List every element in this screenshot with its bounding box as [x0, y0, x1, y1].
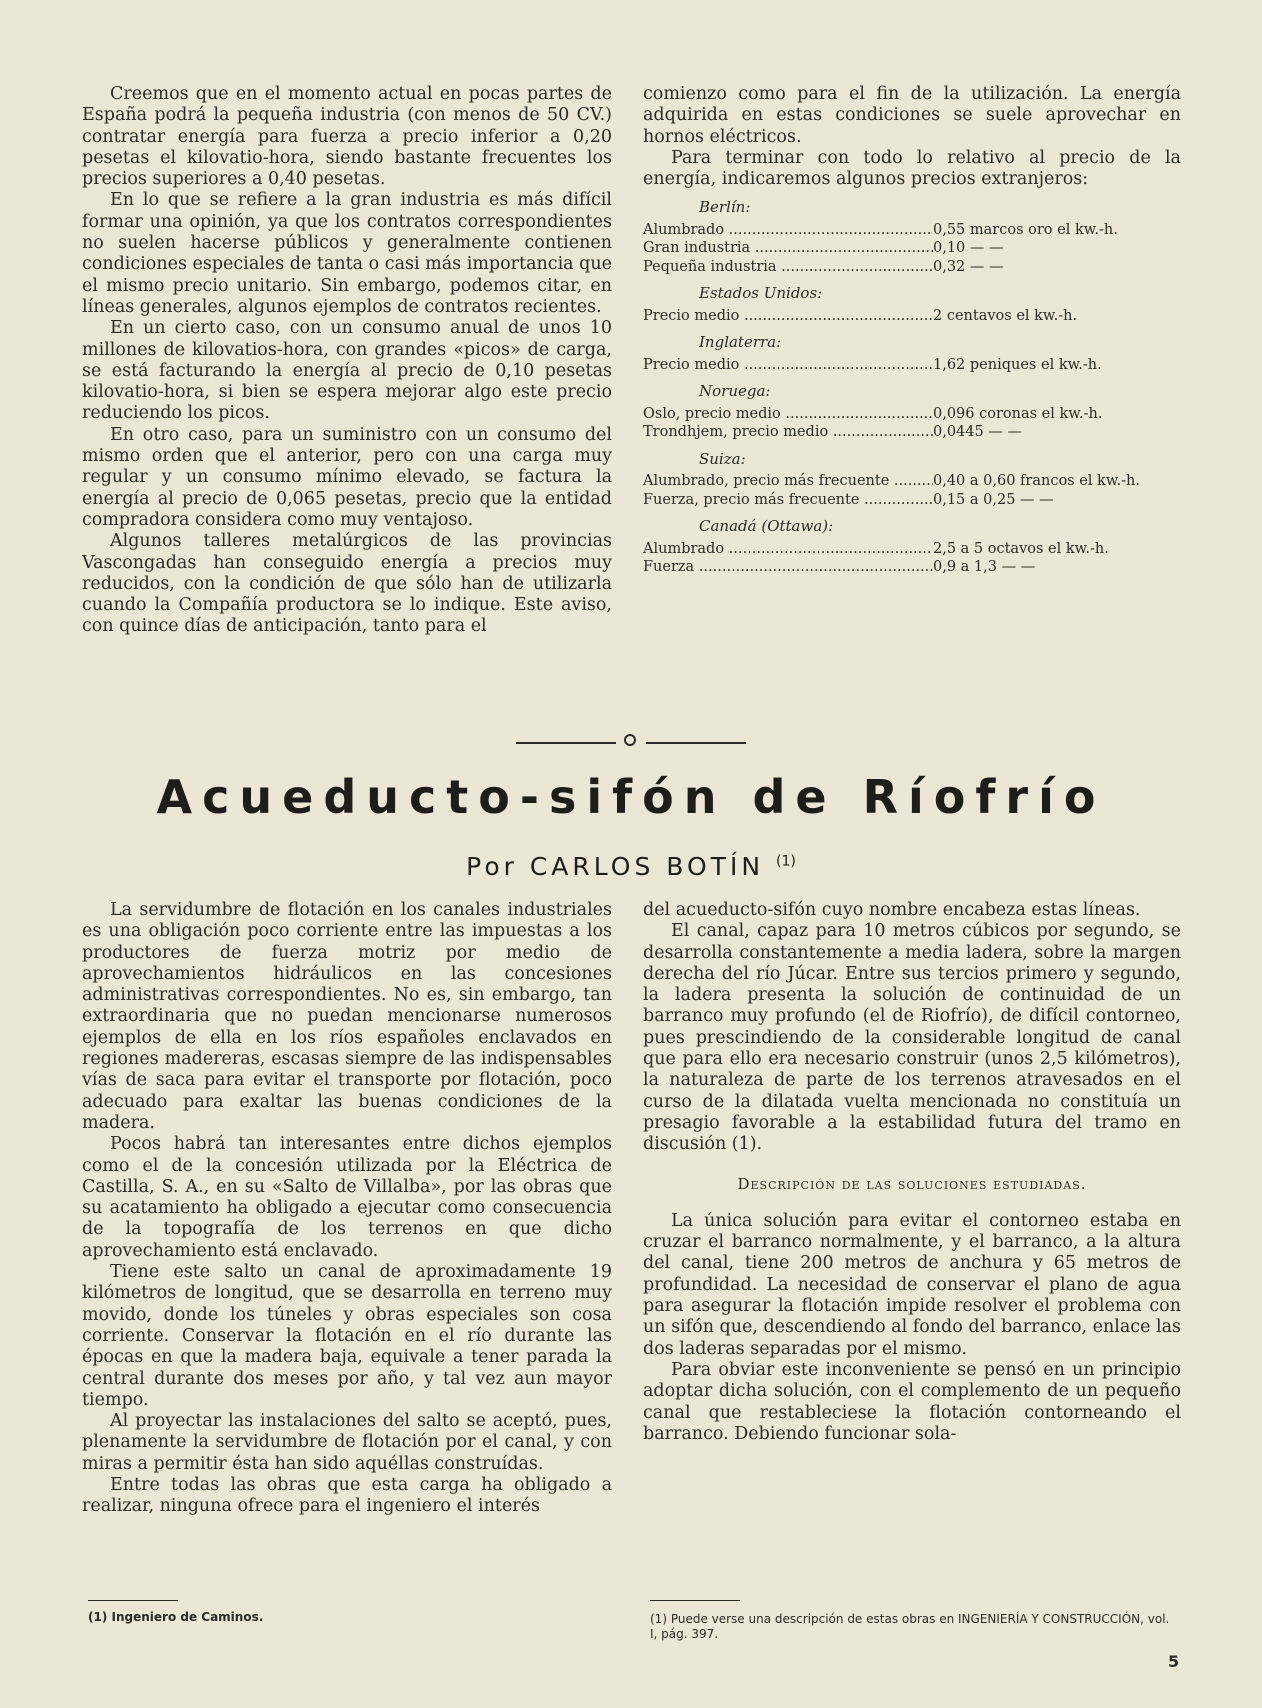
- paragraph: En un cierto caso, con un consumo anual de unos 10 millones de kilovatios-hora, con grandes «picos» de carga, se está facturando la energía al precio de 0,10 pesetas kilovatio-hora, si bien se espera mejorar algo este precio reduciendo los picos.: [82, 318, 612, 424]
- paragraph: La servidumbre de flotación en los canales industriales es una obligación poco corriente entre las impuestas a los productores de fuerza motriz por medio de aprovechamientos hidráulicos en las concesiones administrativas correspondientes. No es, sin embargo, tan extraordinaria que no puedan mencionarse numerosos ejemplos de ella en los ríos españoles enclavados en regiones madereras, escasas siempre de las indispensables vías de saca para evitar el transporte por flotación, poco adecuado para exaltar las buenas condiciones de la madera.: [82, 900, 612, 1133]
- price-label: Fuerza .....: [643, 558, 933, 577]
- paragraph: del acueducto-sifón cuyo nombre encabeza estas líneas.: [643, 900, 1141, 920]
- separator-circle: [624, 734, 636, 746]
- price-row: [643, 258, 1181, 277]
- paragraph: Para obviar este inconveniente se pensó en un principio adoptar dicha solución, con el complemento de un pequeño canal que restableciese la flotación contorneando el barranco. Debiendo funcionar sola-: [643, 1359, 1181, 1444]
- page-number: 5: [1168, 1652, 1180, 1671]
- bottom-right-column: [643, 900, 1181, 1445]
- price-row: [643, 221, 1181, 240]
- price-row: [643, 239, 1181, 258]
- price-row: [643, 491, 1181, 510]
- price-label: Trondhjem, precio medio .....: [643, 423, 933, 442]
- price-value: 0,9 a 1,3 — —: [933, 559, 1036, 576]
- paragraph: Al proyectar las instalaciones del salto se aceptó, pues, plenamente la servidumbre de flotación por el canal, y con miras a permitir ésta han sido aquéllas construídas.: [82, 1411, 612, 1474]
- footnote-right: (1) Puede verse una descripción de estas obras en INGENIERÍA Y CONSTRUCCIÓN, vol. I, pág. 397.: [650, 1612, 1170, 1641]
- paragraph: Creemos que en el momento actual en pocas partes de España podrá la pequeña industria (con menos de 50 CV.) contratar energía para fuerza a precio inferior a 0,20 pesetas el kilovatio-hora, siendo bastante frecuentes los precios superiores a 0,40 pesetas.: [82, 84, 612, 190]
- price-group-canada: [643, 517, 1181, 577]
- price-group-england: [643, 333, 1181, 374]
- paragraph: En otro caso, para un suministro con un consumo del mismo orden que el anterior, pero con una carga muy regular y un consumo mínimo elevado, se factura la energía al precio de 0,065 pesetas, precio que la entidad compradora considera como muy ventajoso.: [82, 424, 612, 530]
- price-value: 0,32 — —: [933, 258, 1004, 275]
- article-byline: [0, 852, 1262, 881]
- price-value: 1,62 peniques el kw.-h.: [933, 356, 1102, 373]
- paragraph: Tiene este salto un canal de aproximadamente 19 kilómetros de longitud, que se desarrolla en terreno muy movido, donde los túneles y obras especiales son cosa corriente. Conservar la flotación en el río durante las épocas en que la madera baja, equivale a tener parada la central durante dos meses por año, y tal vez aun mayor tiempo.: [82, 1262, 612, 1410]
- article-title: Acueducto-sifón de Ríofrío: [156, 770, 1106, 824]
- country-heading: Canadá (Ottawa):: [699, 517, 834, 536]
- separator-line-left: [516, 742, 616, 744]
- price-value: 2,5 a 5 octavos el kw.-h.: [933, 540, 1109, 557]
- section-separator: [516, 742, 746, 744]
- price-value: 0,10 — —: [933, 240, 1004, 257]
- byline-footnote-mark: (1): [776, 853, 796, 870]
- foreign-prices-table: [643, 198, 1181, 577]
- price-label: Pequeña industria .....: [643, 258, 933, 277]
- country-heading: Noruega:: [699, 382, 771, 401]
- price-group-norway: [643, 382, 1181, 442]
- byline-text: Por CARLOS BOTÍN: [466, 852, 765, 881]
- price-value: 0,55 marcos oro el kw.-h.: [933, 221, 1118, 238]
- country-heading: Berlín:: [699, 198, 751, 217]
- price-row: [643, 356, 1181, 375]
- price-label: Precio medio .....: [643, 356, 933, 375]
- price-row: [643, 472, 1181, 491]
- paragraph: Algunos talleres metalúrgicos de las provincias Vascongadas han conseguido energía a precios muy reducidos, con la condición de que sólo han de utilizarla cuando la Compañía productora se lo indique. Este aviso, con quince días de anticipación, tanto para el: [82, 531, 612, 637]
- separator-line-right: [646, 742, 746, 744]
- paragraph: comienzo como para el fin de la utilización. La energía adquirida en estas condiciones se suele aprovechar en hornos eléctricos.: [643, 84, 1181, 147]
- section-subheading: Descripción de las soluciones estudiadas.: [737, 1174, 1087, 1193]
- price-value: 0,15 a 0,25 — —: [933, 491, 1054, 508]
- paragraph: La única solución para evitar el contorneo estaba en cruzar el barranco normalmente, y el barranco, a la altura del canal, tiene 200 metros de anchura y 65 metros de profundidad. La necesidad de conservar el plano de agua para asegurar la flotación impide resolver el problema con un sifón que, descendiendo al fondo del barranco, enlace las dos laderas separadas por el mismo.: [643, 1210, 1181, 1359]
- footnote-left: (1) Ingeniero de Caminos.: [88, 1610, 264, 1624]
- country-heading: Inglaterra:: [699, 333, 782, 352]
- paragraph: En lo que se refiere a la gran industria es más difícil formar una opinión, ya que los contratos correspondientes no suelen hacerse públicos y generalmente contienen condiciones especiales de tanta o casi más importancia que el mismo precio unitario. Sin embargo, podemos citar, en líneas generales, algunos ejemplos de contratos recientes.: [82, 190, 612, 317]
- price-row: [643, 558, 1181, 577]
- top-left-column: [82, 84, 612, 638]
- country-heading: Suiza:: [699, 449, 746, 468]
- country-heading: Estados Unidos:: [699, 284, 823, 303]
- price-value: 2 centavos el kw.-h.: [933, 307, 1078, 324]
- price-row: [643, 540, 1181, 559]
- price-value: 0,40 a 0,60 francos el kw.-h.: [933, 473, 1140, 490]
- price-group-berlin: [643, 198, 1181, 276]
- top-right-column: [643, 84, 1181, 585]
- price-label: Fuerza, precio más frecuente .....: [643, 491, 933, 510]
- price-label: Precio medio .....: [643, 307, 933, 326]
- price-label: Alumbrado .....: [643, 540, 933, 559]
- price-row: [643, 405, 1181, 424]
- price-label: Oslo, precio medio .....: [643, 405, 933, 424]
- price-row: [643, 307, 1181, 326]
- price-group-switzerland: [643, 450, 1181, 510]
- price-label: Alumbrado, precio más frecuente .....: [643, 472, 933, 491]
- paragraph: Entre todas las obras que esta carga ha obligado a realizar, ninguna ofrece para el ingeniero el interés: [82, 1475, 612, 1517]
- price-value: 0,0445 — —: [933, 424, 1022, 441]
- price-label: Gran industria .....: [643, 239, 933, 258]
- footnote-rule-left: [88, 1600, 178, 1601]
- footnote-rule-right: [650, 1600, 740, 1601]
- price-value: 0,096 coronas el kw.-h.: [933, 405, 1103, 422]
- paragraph: El canal, capaz para 10 metros cúbicos por segundo, se desarrolla constantemente a media ladera, sobre la margen derecha del río Júcar. Entre sus tercios primero y segundo, la ladera presenta la solución de continuidad de un barranco muy profundo (el de Riofrío), de difícil contorneo, pues prescindiendo de la considerable longitud de canal que para ello era necesario construir (unos 2,5 kilómetros), la naturaleza de parte de los terrenos atravesados en el curso de la dilatada vuelta mencionada no constituía un presagio favorable a la estabilidad futura del tramo en discusión (1).: [643, 921, 1181, 1155]
- price-label: Alumbrado .....: [643, 221, 933, 240]
- paragraph: Para terminar con todo lo relativo al precio de la energía, indicaremos algunos precios extranjeros:: [643, 147, 1181, 190]
- bottom-left-column: [82, 900, 612, 1518]
- paragraph: Pocos habrá tan interesantes entre dichos ejemplos como el de la concesión utilizada por la Eléctrica de Castilla, S. A., en su «Salto de Villalba», por las obras que su acatamiento ha obligado a ejecutar como consecuencia de la topografía de los terrenos en que dicho aprovechamiento está enclavado.: [82, 1134, 612, 1261]
- price-group-usa: [643, 284, 1181, 325]
- price-row: [643, 423, 1181, 442]
